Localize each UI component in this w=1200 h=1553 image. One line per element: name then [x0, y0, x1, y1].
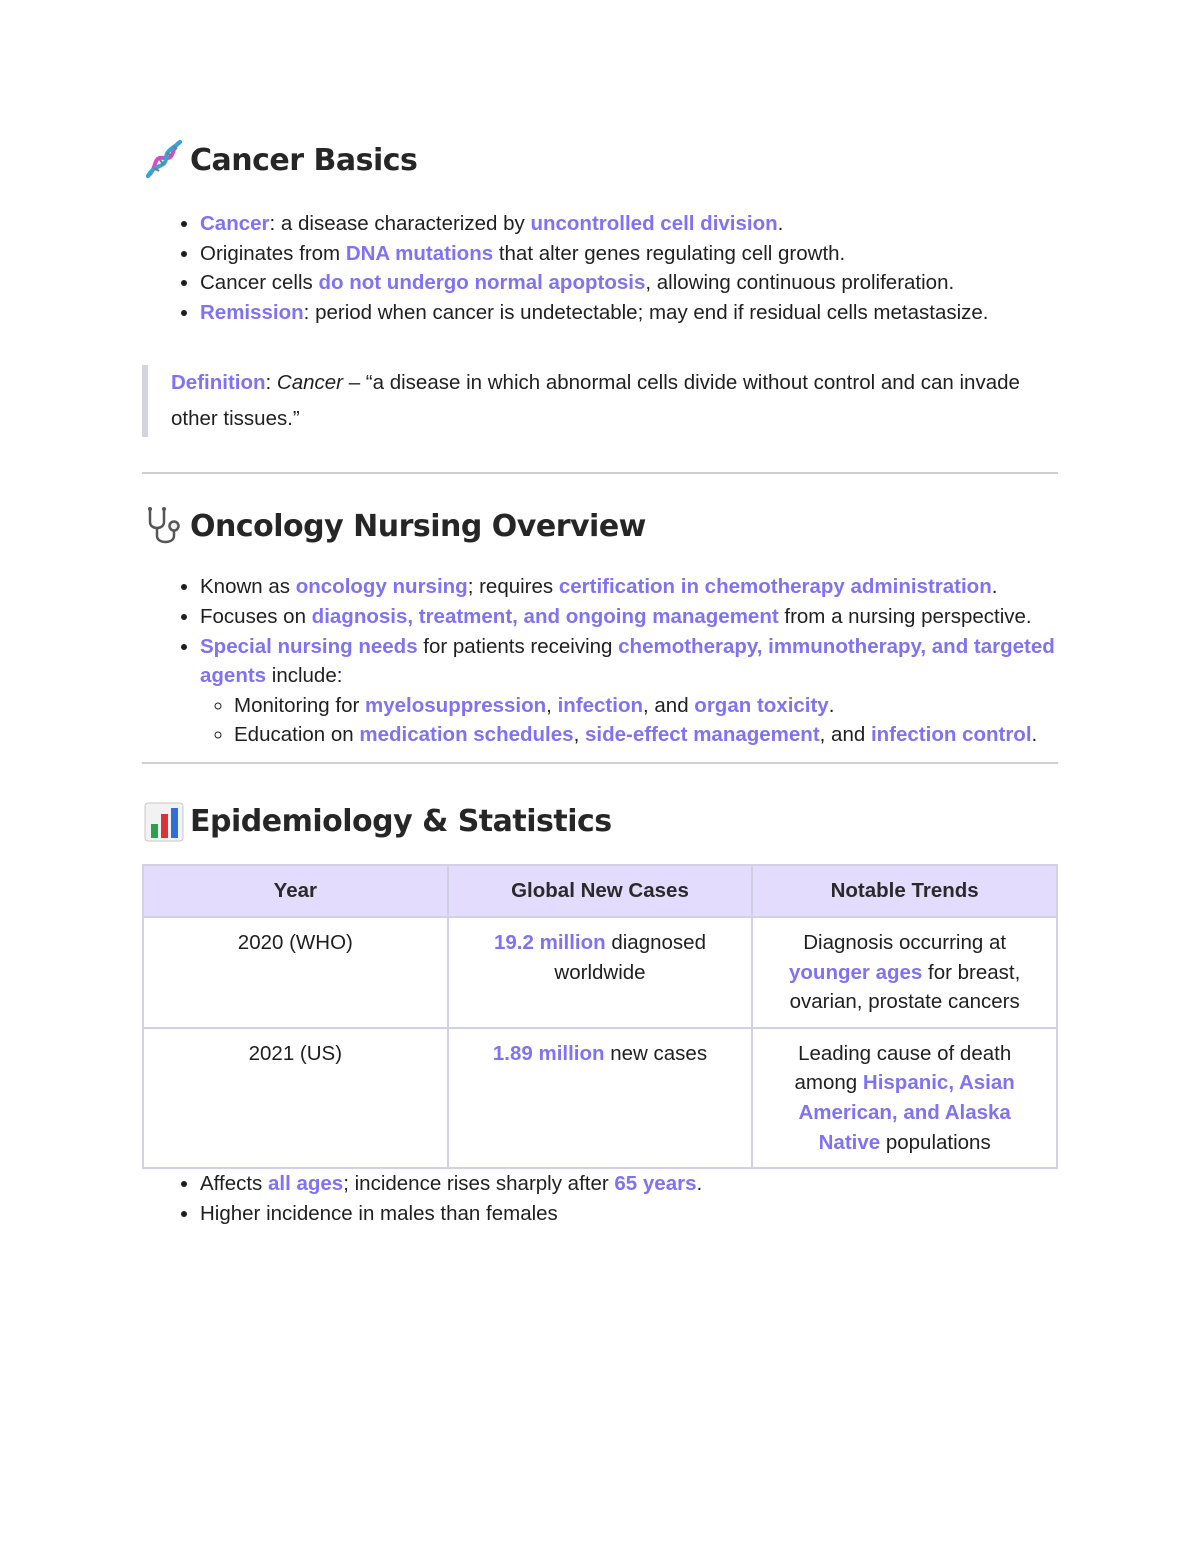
list-item: [200, 602, 1058, 632]
text: .: [828, 693, 835, 717]
text: diagnosed worldwide: [554, 930, 706, 984]
keyword: myelosuppression: [365, 693, 547, 717]
section-title: Cancer Basics: [190, 142, 418, 178]
text: , allowing continuous proliferation.: [645, 271, 955, 295]
text: ; incidence rises sharply after: [343, 1172, 615, 1196]
text: : period when cancer is undetectable; may end if residual cells metastasize.: [303, 300, 989, 324]
section-divider: [142, 762, 1058, 764]
section-title: Oncology Nursing Overview: [190, 508, 646, 544]
text: : a disease characterized by: [269, 212, 531, 235]
keyword: 65 years: [614, 1172, 697, 1196]
cell-cases: [448, 1028, 753, 1168]
list-item: [200, 632, 1058, 750]
sub-list: [200, 691, 1058, 750]
keyword: oncology nursing: [295, 575, 468, 599]
epidemiology-list: [142, 1169, 1058, 1228]
column-header-year: Year: [143, 865, 448, 917]
stethoscope-icon: [142, 504, 186, 548]
keyword: organ toxicity: [694, 693, 829, 717]
list-item: [200, 239, 1058, 269]
cell-year: 2021 (US): [143, 1028, 448, 1168]
text: populations: [880, 1130, 991, 1154]
definition-callout: [142, 365, 1058, 437]
list-item: [200, 1199, 1058, 1229]
section-divider: [142, 472, 1058, 474]
text: .: [777, 212, 784, 235]
sub-list-item: [234, 691, 1058, 721]
definition-term: Cancer: [276, 371, 344, 395]
table-header-row: [143, 865, 1057, 917]
cell-cases: [448, 917, 753, 1028]
text: :: [265, 371, 277, 395]
keyword: side-effect management: [584, 723, 820, 747]
text: Leading cause of death among: [794, 1041, 1012, 1095]
text: Education on: [234, 723, 360, 747]
document-content: [142, 138, 1058, 1228]
cancer-basics-list: [142, 209, 1058, 327]
text: Known as: [200, 575, 296, 599]
keyword: 19.2 million: [494, 930, 606, 954]
text: Higher incidence in males than females: [200, 1201, 558, 1225]
keyword: medication schedules: [359, 723, 574, 747]
text: that alter genes regulating cell growth.: [493, 241, 846, 265]
section-title: Epidemiology & Statistics: [190, 804, 612, 840]
keyword: certification in chemotherapy administration: [558, 575, 992, 599]
cell-year: 2020 (WHO): [143, 917, 448, 1028]
keyword: infection control: [870, 723, 1032, 747]
list-item: [200, 268, 1058, 298]
keyword: Special nursing needs: [200, 634, 418, 658]
keyword: chemotherapy, immunotherapy, and targeted agents: [200, 634, 1055, 688]
text: Diagnosis occurring at: [803, 930, 1007, 954]
text: ; requires: [467, 575, 559, 599]
text: Originates from: [200, 241, 346, 265]
text: include:: [266, 664, 343, 688]
text: .: [991, 575, 998, 599]
statistics-table: [142, 864, 1058, 1169]
keyword: younger ages: [789, 960, 923, 984]
text: for breast, ovarian, prostate cancers: [789, 960, 1021, 1014]
text: Affects: [200, 1172, 268, 1196]
section-heading-oncology-nursing: [142, 504, 1058, 548]
section-heading-epidemiology: [142, 800, 1058, 844]
sub-list-item: [234, 720, 1058, 750]
text: from a nursing perspective.: [778, 604, 1032, 628]
cell-trends: [752, 917, 1057, 1028]
keyword: uncontrolled cell division: [530, 212, 778, 235]
oncology-nursing-list: [142, 572, 1058, 750]
list-item: [200, 572, 1058, 602]
keyword: 1.89 million: [492, 1041, 605, 1065]
keyword: DNA mutations: [345, 241, 494, 265]
text: , and: [643, 693, 695, 717]
dna-icon: [142, 138, 186, 182]
list-item: [200, 1169, 1058, 1199]
text: , and: [819, 723, 871, 747]
text: .: [696, 1172, 703, 1196]
keyword: all ages: [268, 1172, 344, 1196]
text: Focuses on: [200, 604, 312, 628]
list-item: [200, 209, 1058, 239]
text: ,: [573, 723, 585, 747]
text: for patients receiving: [417, 634, 619, 658]
text: .: [1031, 723, 1038, 747]
column-header-trends: Notable Trends: [752, 865, 1057, 917]
text: Monitoring for: [234, 693, 366, 717]
text: ,: [546, 693, 558, 717]
table-row: [143, 917, 1057, 1028]
column-header-cases: Global New Cases: [448, 865, 753, 917]
keyword: Remission: [200, 300, 304, 324]
text: Cancer cells: [200, 271, 319, 295]
text: new cases: [604, 1041, 708, 1065]
cell-trends: [752, 1028, 1057, 1168]
keyword: do not undergo normal apoptosis: [318, 271, 646, 295]
bar-chart-icon: [142, 800, 186, 844]
table-row: [143, 1028, 1057, 1168]
list-item: [200, 298, 1058, 328]
section-heading-cancer-basics: [142, 138, 1058, 182]
keyword: diagnosis, treatment, and ongoing management: [311, 604, 779, 628]
keyword: infection: [557, 693, 643, 717]
definition-text: – “a disease in which abnormal cells divide without control and can invade other tissues.”: [171, 371, 1020, 431]
definition-label: Definition: [171, 371, 266, 395]
keyword: Hispanic, Asian American, and Alaska Native: [798, 1071, 1015, 1154]
keyword: Cancer: [200, 212, 270, 235]
